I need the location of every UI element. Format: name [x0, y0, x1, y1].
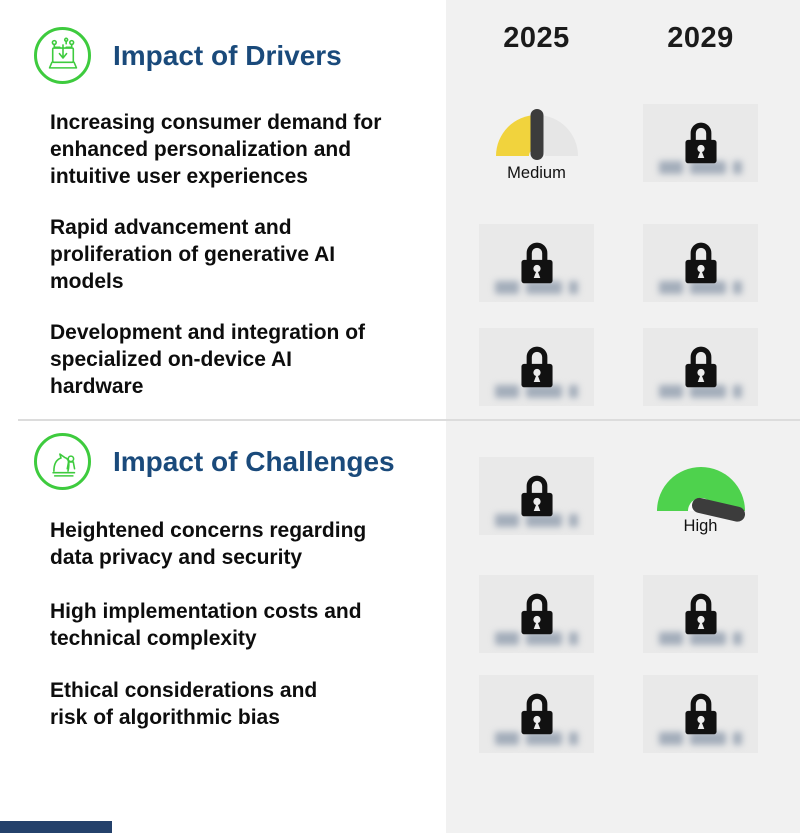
locked-cell-challenge3-2029[interactable]	[643, 675, 758, 753]
gauge-label-medium: Medium	[507, 164, 566, 182]
lock-icon	[518, 691, 556, 736]
driver-item-2-line-2: proliferation of generative AI	[50, 243, 336, 266]
locked-cell-challenge3-2025[interactable]	[479, 675, 594, 753]
lock-icon	[682, 691, 720, 736]
driver-item-3-line-3: hardware	[50, 375, 144, 398]
gauge-medium-driver1-2025	[479, 104, 594, 196]
driver-item-3	[50, 319, 365, 400]
challenge-item-1-line-2: data privacy and security	[50, 546, 303, 569]
lock-icon	[518, 240, 556, 285]
driver-item-1-line-2: enhanced personalization and	[50, 138, 352, 161]
driver-item-1-line-3: intuitive user experiences	[50, 165, 308, 188]
locked-cell-driver1-2029[interactable]	[643, 104, 758, 182]
locked-cell-challenge2-2029[interactable]	[643, 575, 758, 653]
laptop-download-circuit-icon	[34, 27, 91, 84]
lock-icon	[518, 344, 556, 389]
driver-item-2-line-3: models	[50, 270, 124, 293]
drivers-section-header	[34, 27, 342, 84]
chess-pieces-icon	[34, 433, 91, 490]
challenge-item-2-line-2: technical complexity	[50, 627, 257, 650]
locked-cell-challenge2-2025[interactable]	[479, 575, 594, 653]
driver-item-3-line-1: Development and integration of	[50, 321, 366, 344]
challenge-item-3-line-2: risk of algorithmic bias	[50, 706, 280, 729]
driver-item-1-line-1: Increasing consumer demand for	[50, 111, 382, 134]
challenge-item-3-line-1: Ethical considerations and	[50, 679, 318, 702]
gauge-label-high: High	[683, 517, 718, 535]
gauge-high-challenge1-2029	[643, 457, 758, 549]
locked-cell-driver2-2025[interactable]	[479, 224, 594, 302]
locked-cell-driver3-2029[interactable]	[643, 328, 758, 406]
challenge-item-2	[50, 598, 362, 652]
lock-icon	[682, 344, 720, 389]
driver-item-2	[50, 214, 335, 295]
lock-icon	[682, 591, 720, 636]
gauge-needle	[530, 109, 543, 160]
lock-icon	[518, 473, 556, 518]
locked-cell-driver3-2025[interactable]	[479, 328, 594, 406]
locked-cell-driver2-2029[interactable]	[643, 224, 758, 302]
challenge-item-1	[50, 517, 366, 571]
driver-item-2-line-1: Rapid advancement and	[50, 216, 292, 239]
column-header-2029: 2029	[667, 22, 734, 54]
challenge-item-3	[50, 677, 317, 731]
drivers-title: Impact of Drivers	[113, 39, 342, 71]
section-divider	[18, 419, 800, 421]
lock-icon	[682, 120, 720, 165]
challenge-item-2-line-1: High implementation costs and	[50, 600, 362, 623]
driver-item-1	[50, 109, 381, 190]
locked-cell-challenge1-2025[interactable]	[479, 457, 594, 535]
lock-icon	[682, 240, 720, 285]
challenges-title: Impact of Challenges	[113, 445, 395, 477]
lock-icon	[518, 591, 556, 636]
brand-footer-bar	[0, 821, 112, 833]
challenge-item-1-line-1: Heightened concerns regarding	[50, 519, 367, 542]
column-header-2025: 2025	[503, 22, 570, 54]
challenges-section-header	[34, 433, 395, 490]
driver-item-3-line-2: specialized on-device AI	[50, 348, 292, 371]
